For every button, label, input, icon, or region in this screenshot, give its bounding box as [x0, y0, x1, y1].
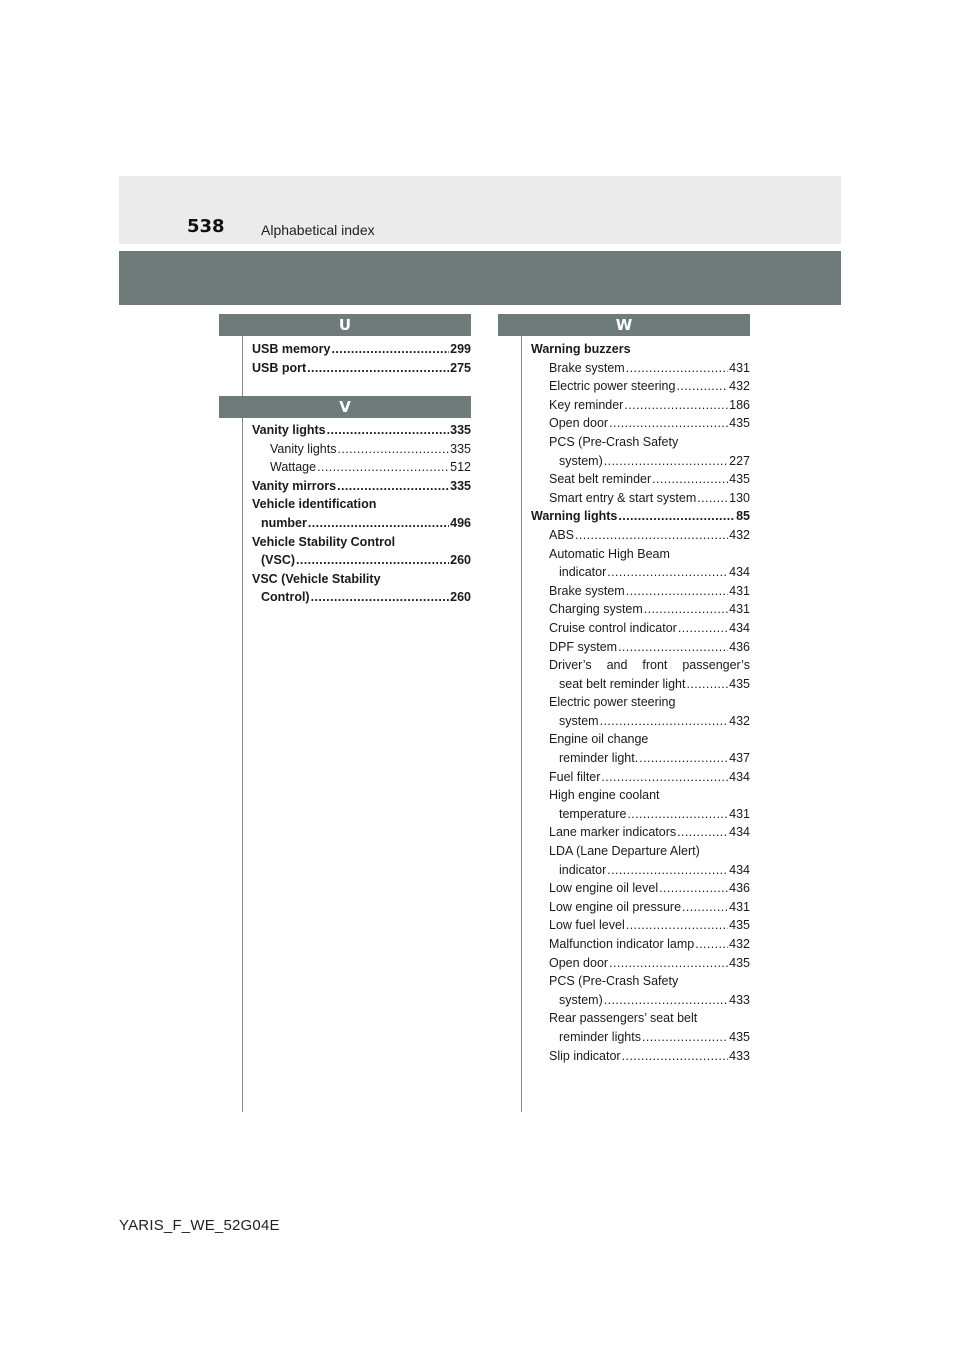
index-subentry[interactable]: Slip indicator ..... 433: [531, 1047, 750, 1066]
index-subentry-heading: High engine coolant: [549, 788, 660, 803]
index-subentry[interactable]: seat belt reminder light ..... 435: [531, 675, 750, 694]
index-subentry[interactable]: system ..... 432: [531, 712, 750, 731]
section-title: Alphabetical index: [261, 222, 375, 238]
index-entry-heading: Warning buzzers: [531, 342, 631, 356]
index-subentry-heading: PCS (Pre-Crash Safety: [549, 974, 679, 989]
index-subentry[interactable]: Malfunction indicator lamp ..... 432: [531, 935, 750, 954]
index-subentry-heading: Engine oil change: [549, 732, 649, 747]
index-list-u: [252, 340, 471, 377]
index-subentry[interactable]: Charging system ..... 431: [531, 600, 750, 619]
index-entry-heading: VSC (Vehicle Stability: [252, 571, 381, 586]
index-subentry[interactable]: indicator ..... 434: [531, 563, 750, 582]
index-subentry[interactable]: Smart entry & start system ..... 130: [531, 489, 750, 508]
letter-heading-w: W: [498, 314, 750, 336]
index-subentry-heading: LDA (Lane Departure Alert): [549, 844, 700, 859]
header-band: [119, 251, 841, 305]
index-entry[interactable]: Vanity lights ..... 335: [252, 421, 471, 440]
index-subentry[interactable]: system) ..... 433: [531, 991, 750, 1010]
index-subentry[interactable]: ABS ..... 432: [531, 526, 750, 545]
index-subentry[interactable]: Low engine oil level ..... 436: [531, 879, 750, 898]
document-code: YARIS_F_WE_52G04E: [119, 1217, 280, 1234]
index-entry[interactable]: Control) ..... 260: [252, 588, 471, 607]
header-bar: [119, 176, 841, 244]
index-subentry-heading: Rear passengers’ seat belt: [549, 1011, 698, 1026]
index-subentry[interactable]: system) ..... 227: [531, 452, 750, 471]
column-divider-right: [521, 336, 522, 1112]
index-subentry-heading: Driver’s and front passenger’s: [549, 658, 750, 673]
index-entry-heading: Vehicle identification: [252, 497, 377, 512]
index-list-w: [531, 340, 750, 1065]
letter-heading-v: V: [219, 396, 471, 418]
index-entry[interactable]: USB memory ..... 299: [252, 340, 471, 359]
index-entry[interactable]: Vanity mirrors ..... 335: [252, 477, 471, 496]
index-subentry[interactable]: Low fuel level ..... 435: [531, 916, 750, 935]
index-subentry[interactable]: Lane marker indicators ..... 434: [531, 823, 750, 842]
index-subentry[interactable]: Fuel filter ..... 434: [531, 768, 750, 787]
index-subentry[interactable]: Electric power steering ..... 432: [531, 377, 750, 396]
column-divider-left: [242, 336, 243, 1112]
index-subentry[interactable]: Brake system ..... 431: [531, 582, 750, 601]
index-subentry[interactable]: DPF system ..... 436: [531, 638, 750, 657]
index-entry[interactable]: (VSC) ..... 260: [252, 551, 471, 570]
index-subentry[interactable]: Vanity lights ..... 335: [252, 440, 471, 459]
index-entry[interactable]: Warning lights ..... 85: [531, 507, 750, 526]
letter-heading-u: U: [219, 314, 471, 336]
index-subentry[interactable]: Brake system ..... 431: [531, 359, 750, 378]
index-subentry-heading: Electric power steering: [549, 695, 676, 710]
index-subentry[interactable]: indicator ..... 434: [531, 861, 750, 880]
index-entry[interactable]: number ..... 496: [252, 514, 471, 533]
index-list-v: [252, 421, 471, 607]
index-entry[interactable]: USB port ..... 275: [252, 359, 471, 378]
index-subentry[interactable]: reminder lights ..... 435: [531, 1028, 750, 1047]
index-entry-heading: Vehicle Stability Control: [252, 534, 396, 549]
index-subentry[interactable]: reminder light. ..... 437: [531, 749, 750, 768]
index-subentry[interactable]: temperature ..... 431: [531, 805, 750, 824]
index-subentry[interactable]: Low engine oil pressure ..... 431: [531, 898, 750, 917]
index-subentry[interactable]: Open door ..... 435: [531, 414, 750, 433]
index-subentry-heading: PCS (Pre-Crash Safety: [549, 434, 679, 449]
index-subentry[interactable]: Wattage ..... 512: [252, 458, 471, 477]
page-number: 538: [187, 216, 225, 237]
index-subentry-heading: Automatic High Beam: [549, 546, 670, 561]
index-subentry[interactable]: Cruise control indicator ..... 434: [531, 619, 750, 638]
index-subentry[interactable]: Seat belt reminder ..... 435: [531, 470, 750, 489]
index-subentry[interactable]: Open door ..... 435: [531, 954, 750, 973]
index-subentry[interactable]: Key reminder ..... 186: [531, 396, 750, 415]
